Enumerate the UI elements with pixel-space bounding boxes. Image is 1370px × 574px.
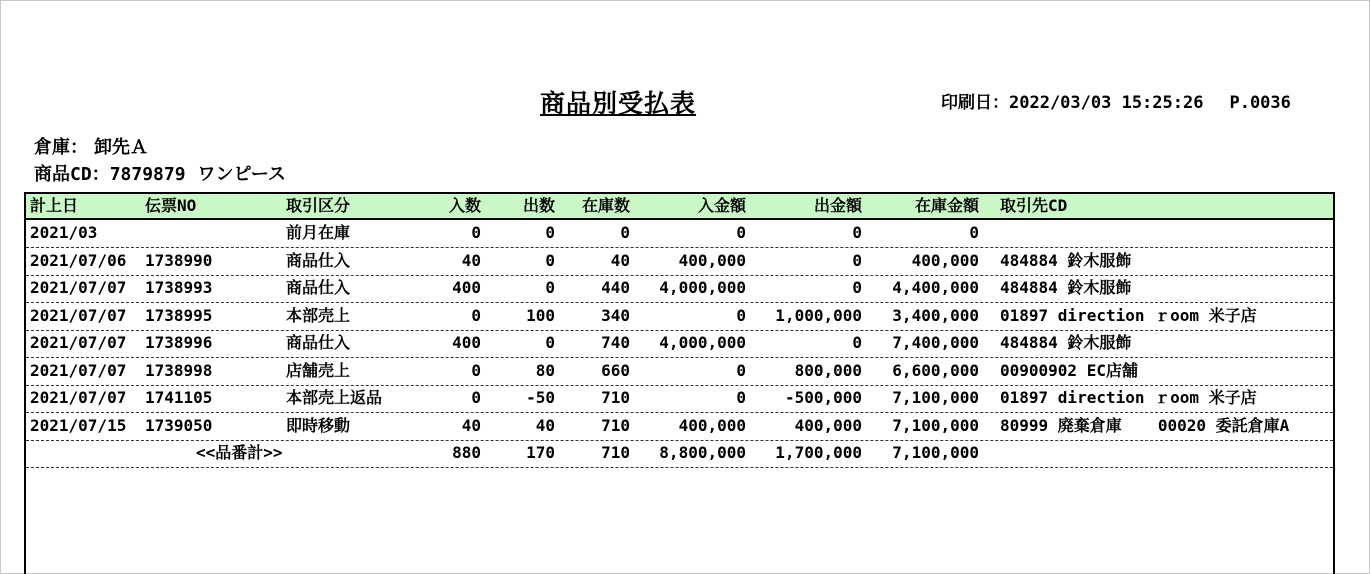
cell-type: 本部売上返品 — [286, 388, 383, 407]
header-in-amount: 入金額 — [697, 196, 746, 215]
cell-stock-amount: 7,100,000 — [892, 388, 979, 407]
partner-primary: 01897 direction ｒoom 米子店 — [1000, 388, 1257, 407]
cell-stock-amount: 3,400,000 — [892, 305, 979, 325]
cell-in-amount: 400,000 — [678, 415, 746, 435]
product-code: 7879879 — [109, 164, 186, 185]
total-stock: 710 — [601, 443, 630, 462]
cell-stock-amount: 7,400,000 — [892, 333, 979, 352]
cell-stock-amount: 4,400,000 — [892, 278, 979, 297]
cell-stock: 0 — [620, 223, 630, 242]
cell-partner — [1000, 358, 1138, 384]
partner-primary: 01897 direction ｒoom 米子店 — [1000, 305, 1257, 325]
cell-partner — [1000, 303, 1257, 329]
warehouse-line — [34, 133, 148, 159]
table-row — [26, 413, 1333, 441]
cell-type: 商品仕入 — [286, 278, 351, 297]
cell-in: 0 — [471, 223, 481, 242]
product-line — [34, 160, 286, 186]
cell-partner — [1000, 330, 1131, 356]
table-row — [26, 358, 1333, 386]
cell-out-amount: 800,000 — [794, 360, 862, 380]
cell-stock: 440 — [601, 278, 630, 297]
cell-out-amount: -500,000 — [784, 388, 862, 407]
cell-type: 本部売上 — [286, 305, 351, 325]
cell-in-amount: 4,000,000 — [659, 333, 746, 352]
cell-out: 100 — [526, 305, 555, 325]
total-row — [26, 440, 1333, 468]
cell-stock-amount: 6,600,000 — [892, 360, 979, 380]
table-row — [26, 220, 1333, 248]
cell-stock: 710 — [601, 415, 630, 435]
ledger-table — [24, 192, 1335, 574]
print-info — [941, 88, 1291, 113]
header-out: 出数 — [522, 196, 555, 215]
cell-stock-amount: 0 — [969, 223, 979, 242]
cell-in: 400 — [452, 333, 481, 352]
cell-in-amount: 0 — [736, 360, 746, 380]
cell-slip: 1738996 — [145, 333, 213, 352]
total-in-amount: 8,800,000 — [659, 443, 746, 462]
header-stock: 在庫数 — [581, 196, 630, 215]
cell-out: 0 — [545, 223, 555, 242]
total-in: 880 — [452, 443, 481, 462]
report-title: 商品別受払表 — [540, 89, 697, 118]
cell-in-amount: 4,000,000 — [659, 278, 746, 297]
header-out-amount: 出金額 — [813, 196, 862, 215]
cell-stock: 710 — [601, 388, 630, 407]
table-row — [26, 248, 1333, 276]
cell-slip: 1739050 — [145, 415, 213, 435]
cell-out: 0 — [545, 278, 555, 297]
cell-out: -50 — [526, 388, 555, 407]
table-row — [26, 330, 1333, 358]
cell-in-amount: 0 — [736, 305, 746, 325]
cell-partner — [1000, 248, 1131, 274]
cell-in-amount: 0 — [736, 223, 746, 242]
header-type: 取引区分 — [286, 196, 351, 215]
cell-stock: 740 — [601, 333, 630, 352]
cell-partner — [1000, 385, 1257, 411]
header-in: 入数 — [448, 196, 481, 215]
cell-date: 2021/07/06 — [30, 250, 127, 270]
header-stock-amount: 在庫金額 — [914, 196, 979, 215]
header-partner: 取引先CD — [1000, 196, 1068, 215]
partner-primary: 484884 鈴木服飾 — [1000, 278, 1132, 297]
cell-type: 即時移動 — [286, 415, 351, 435]
cell-partner — [1000, 413, 1289, 439]
partner-primary: 00900902 EC店舗 — [1000, 360, 1138, 380]
cell-out: 40 — [535, 415, 555, 435]
cell-slip: 1738995 — [145, 305, 213, 325]
cell-date: 2021/07/15 — [30, 415, 127, 435]
cell-in: 0 — [471, 388, 481, 407]
table-row — [26, 275, 1333, 303]
cell-type: 店舗売上 — [286, 360, 351, 380]
product-label: 商品CD： — [34, 164, 110, 185]
cell-slip: 1738998 — [145, 360, 213, 380]
cell-out: 80 — [535, 360, 555, 380]
cell-type: 商品仕入 — [286, 250, 351, 270]
cell-stock: 40 — [610, 250, 630, 270]
cell-out: 0 — [545, 250, 555, 270]
cell-out-amount: 0 — [852, 278, 862, 297]
cell-in: 0 — [471, 305, 481, 325]
table-header — [26, 194, 1333, 220]
partner-primary: 484884 鈴木服飾 — [1000, 333, 1132, 352]
header-slip: 伝票NO — [145, 196, 197, 215]
cell-in-amount: 0 — [736, 388, 746, 407]
table-row — [26, 303, 1333, 331]
cell-out-amount: 0 — [852, 333, 862, 352]
cell-in-amount: 400,000 — [678, 250, 746, 270]
cell-stock-amount: 400,000 — [911, 250, 979, 270]
partner-primary: 80999 廃棄倉庫 — [1000, 415, 1122, 435]
table-row — [26, 385, 1333, 413]
total-out-amount: 1,700,000 — [775, 443, 862, 462]
partner-secondary: 00020 委託倉庫A — [1157, 415, 1290, 435]
cell-in: 40 — [461, 415, 481, 435]
cell-out-amount: 400,000 — [794, 415, 862, 435]
cell-out-amount: 1,000,000 — [775, 305, 862, 325]
header-date: 計上日 — [30, 196, 79, 215]
warehouse-value: 卸先Ａ — [94, 137, 148, 158]
partner-primary: 484884 鈴木服飾 — [1000, 250, 1132, 270]
cell-out: 0 — [545, 333, 555, 352]
cell-type: 商品仕入 — [286, 333, 351, 352]
total-label: <<品番計>> — [196, 443, 283, 462]
print-date: 印刷日：2022/03/03 15:25:26 — [941, 93, 1204, 113]
cell-stock: 340 — [601, 305, 630, 325]
cell-in: 400 — [452, 278, 481, 297]
product-name: ワンピース — [197, 164, 286, 185]
cell-date: 2021/07/07 — [30, 333, 127, 352]
cell-partner — [1000, 275, 1131, 301]
cell-date: 2021/07/07 — [30, 305, 127, 325]
cell-date: 2021/07/07 — [30, 360, 127, 380]
cell-out-amount: 0 — [852, 250, 862, 270]
total-out: 170 — [526, 443, 555, 462]
cell-date: 2021/07/07 — [30, 278, 127, 297]
cell-date: 2021/07/07 — [30, 388, 127, 407]
cell-type: 前月在庫 — [286, 223, 351, 242]
cell-out-amount: 0 — [852, 223, 862, 242]
total-stock-amount: 7,100,000 — [892, 443, 979, 462]
cell-slip: 1741105 — [145, 388, 213, 407]
page-number: P.0036 — [1229, 93, 1291, 113]
cell-in: 0 — [471, 360, 481, 380]
cell-in: 40 — [461, 250, 481, 270]
cell-stock-amount: 7,100,000 — [892, 415, 979, 435]
cell-stock: 660 — [601, 360, 630, 380]
cell-slip: 1738990 — [145, 250, 213, 270]
cell-slip: 1738993 — [145, 278, 213, 297]
warehouse-label: 倉庫： — [34, 137, 88, 158]
cell-date: 2021/03 — [30, 223, 98, 242]
